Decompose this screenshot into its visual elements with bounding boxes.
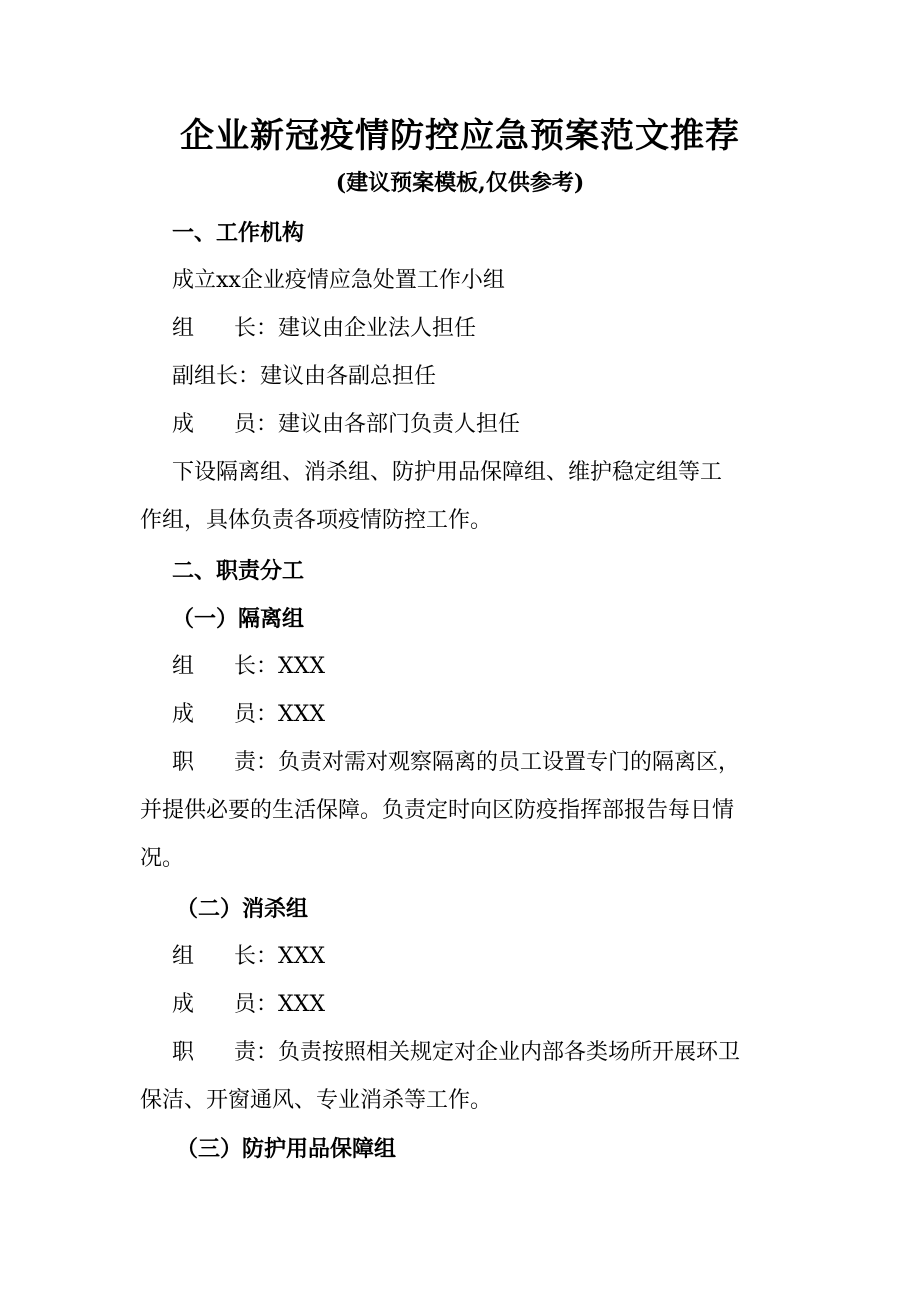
member-line <box>172 408 520 442</box>
group2-duty-label-a: 职 <box>172 1040 195 1065</box>
group2-duty-line2: 保洁、开窗通风、专业消杀等工作。 <box>140 1088 493 1113</box>
group1-heading: （一）隔离组 <box>172 606 305 632</box>
group1-duty-label-a: 职 <box>172 750 195 775</box>
document-title: 企业新冠疫情防控应急预案范文推荐 <box>180 116 740 156</box>
deputy-line: 副组长：建议由各副总担任 <box>172 364 437 389</box>
section-heading-organization: 一、工作机构 <box>172 220 305 246</box>
group1-duty-line3: 况。 <box>140 846 185 871</box>
member-value: 建议由各部门负责人担任 <box>278 412 521 437</box>
document-subtitle: (建议预案模板,仅供参考) <box>335 170 585 196</box>
group1-member-label-a: 成 <box>172 702 195 727</box>
group1-leader-label-b: 长：XXX <box>234 654 326 679</box>
group1-duty-line1 <box>172 746 740 780</box>
group2-member-label-a: 成 <box>172 992 195 1017</box>
group2-leader-label-b: 长：XXX <box>234 944 326 969</box>
leader-label-b: 长： <box>234 316 279 341</box>
group1-duty-text: 责：负责对需对观察隔离的员工设置专门的隔离区， <box>234 750 741 775</box>
group1-member-label-b: 员：XXX <box>234 702 326 727</box>
groups-paragraph-line2: 作组，具体负责各项疫情防控工作。 <box>140 508 493 533</box>
leader-line <box>172 312 476 346</box>
group3-heading: （三）防护用品保障组 <box>176 1136 397 1162</box>
group2-leader-label-a: 组 <box>172 944 195 969</box>
group2-member-label-b: 员：XXX <box>234 992 326 1017</box>
member-label-a: 成 <box>172 412 195 437</box>
section-heading-duties: 二、职责分工 <box>172 558 305 584</box>
leader-label-a: 组 <box>172 316 195 341</box>
group1-leader-line <box>172 650 325 684</box>
group2-member-line <box>172 988 325 1022</box>
intro-paragraph: 成立xx企业疫情应急处置工作小组 <box>172 268 505 293</box>
group1-member-line <box>172 698 325 732</box>
group2-duty-line1 <box>172 1036 740 1070</box>
group2-leader-line <box>172 940 325 974</box>
group2-heading: （二）消杀组 <box>176 896 309 922</box>
leader-value: 建议由企业法人担任 <box>278 316 477 341</box>
group1-duty-line2: 并提供必要的生活保障。负责定时向区防疫指挥部报告每日情 <box>140 798 735 823</box>
group2-duty-text: 责：负责按照相关规定对企业内部各类场所开展环卫 <box>234 1040 741 1065</box>
member-label-b: 员： <box>234 412 279 437</box>
group1-leader-label-a: 组 <box>172 654 195 679</box>
groups-paragraph-line1: 下设隔离组、消杀组、防护用品保障组、维护稳定组等工 <box>172 460 723 485</box>
